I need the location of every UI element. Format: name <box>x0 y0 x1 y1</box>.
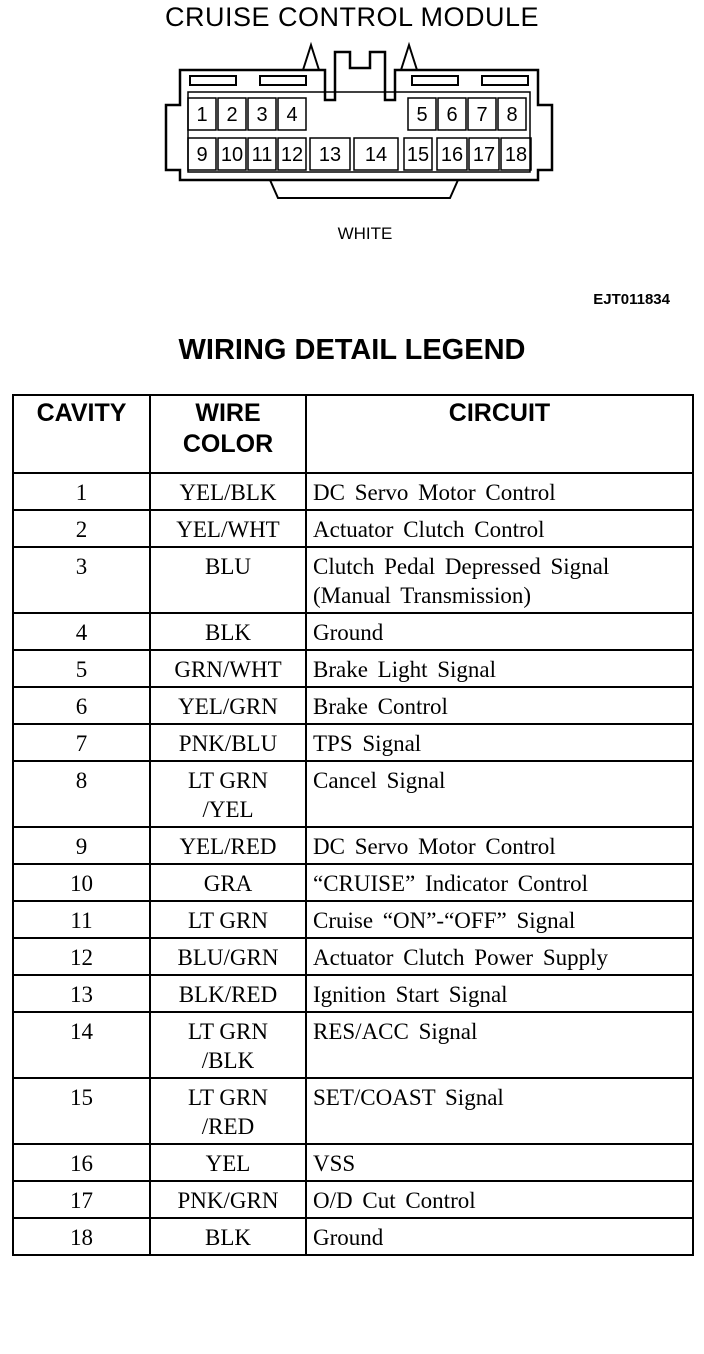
connector-cavities <box>188 98 531 170</box>
wire-color-cell <box>150 650 306 687</box>
cavity-cell: 14 <box>13 1012 150 1078</box>
wire-color-cell <box>150 1181 306 1218</box>
cavity-1-label: 1 <box>196 104 208 126</box>
wire-color-cell <box>150 724 306 761</box>
cavity-9-label: 9 <box>196 144 208 166</box>
cavity-4-label: 4 <box>286 104 298 126</box>
circuit-line: TPS Signal <box>313 731 422 756</box>
circuit-line: Actuator Clutch Control <box>313 517 545 542</box>
wire-color-line: /YEL <box>202 797 254 822</box>
wire-color-cell <box>150 827 306 864</box>
wire-color-cell <box>150 938 306 975</box>
header-wire-color <box>150 395 306 473</box>
legend-title: WIRING DETAIL LEGEND <box>178 334 526 366</box>
wire-color-line: YEL <box>205 1151 251 1176</box>
table-row <box>13 473 693 510</box>
circuit-cell <box>306 473 693 510</box>
cavity-11-label: 11 <box>251 144 273 166</box>
cavity-18-label: 18 <box>504 144 528 166</box>
wire-color-cell <box>150 901 306 938</box>
wire-color-cell <box>150 613 306 650</box>
circuit-cell <box>306 901 693 938</box>
circuit-cell <box>306 1218 693 1255</box>
wire-color-line: BLU/GRN <box>177 945 279 970</box>
table-row <box>13 827 693 864</box>
circuit-cell <box>306 510 693 547</box>
wire-color-cell <box>150 975 306 1012</box>
table-row <box>13 1181 693 1218</box>
wire-color-line: BLU <box>205 554 251 579</box>
circuit-line: Actuator Clutch Power Supply <box>313 945 608 970</box>
wire-color-line: BLK <box>205 1225 251 1250</box>
circuit-line: O/D Cut Control <box>313 1188 476 1213</box>
table-row <box>13 975 693 1012</box>
circuit-cell <box>306 1078 693 1144</box>
module-title: CRUISE CONTROL MODULE <box>164 2 540 32</box>
cavity-8-label: 8 <box>506 104 518 126</box>
cavity-12-label: 12 <box>280 144 304 166</box>
wire-color-cell <box>150 547 306 613</box>
cavity-cell: 15 <box>13 1078 150 1144</box>
circuit-line: Cruise “ON”-“OFF” Signal <box>313 908 576 933</box>
wire-color-cell <box>150 687 306 724</box>
circuit-line: SET/COAST Signal <box>313 1085 504 1110</box>
cavity-cell: 17 <box>13 1181 150 1218</box>
circuit-line: Ignition Start Signal <box>313 982 508 1007</box>
wire-color-line: /BLK <box>201 1048 255 1073</box>
wire-color-line: PNK/GRN <box>177 1188 279 1213</box>
table-row <box>13 687 693 724</box>
cavity-cell: 10 <box>13 864 150 901</box>
cavity-cell: 2 <box>13 510 150 547</box>
circuit-cell <box>306 650 693 687</box>
wire-color-line: YEL/BLK <box>179 480 277 505</box>
cavity-cell: 6 <box>13 687 150 724</box>
cavity-14-label: 14 <box>364 144 388 166</box>
circuit-line: Cancel Signal <box>313 768 446 793</box>
circuit-line: DC Servo Motor Control <box>313 834 556 859</box>
wire-color-line: GRA <box>203 871 253 896</box>
wire-color-line: YEL/WHT <box>176 517 280 542</box>
wire-color-line: YEL/RED <box>179 834 277 859</box>
wire-color-cell <box>150 1218 306 1255</box>
circuit-cell <box>306 724 693 761</box>
cavity-cell: 9 <box>13 827 150 864</box>
header-circuit: CIRCUIT <box>306 395 693 473</box>
table-row <box>13 1144 693 1181</box>
circuit-line: VSS <box>313 1151 356 1176</box>
cavity-cell: 11 <box>13 901 150 938</box>
wire-color-line: LT GRN <box>188 768 268 793</box>
circuit-cell <box>306 613 693 650</box>
table-row <box>13 938 693 975</box>
circuit-line: Brake Control <box>313 694 448 719</box>
cavity-cell: 4 <box>13 613 150 650</box>
cavity-10-label: 10 <box>220 144 244 166</box>
wire-color-line: YEL/GRN <box>178 694 278 719</box>
circuit-line: RES/ACC Signal <box>313 1019 478 1044</box>
cavity-5-label: 5 <box>416 104 428 126</box>
cavity-cell: 8 <box>13 761 150 827</box>
cavity-cell: 3 <box>13 547 150 613</box>
circuit-line: DC Servo Motor Control <box>313 480 556 505</box>
circuit-cell <box>306 1144 693 1181</box>
circuit-cell <box>306 864 693 901</box>
circuit-cell <box>306 938 693 975</box>
cavity-3-label: 3 <box>256 104 268 126</box>
cavity-cell: 18 <box>13 1218 150 1255</box>
circuit-cell <box>306 687 693 724</box>
cavity-16-label: 16 <box>440 144 464 166</box>
connector-diagram <box>160 40 560 210</box>
table-body <box>13 473 693 1255</box>
cavity-2-label: 2 <box>226 104 238 126</box>
circuit-line: Clutch Pedal Depressed Signal <box>313 554 610 579</box>
table-row <box>13 901 693 938</box>
header-cavity: CAVITY <box>13 395 150 473</box>
wire-color-line: LT GRN <box>188 1085 268 1110</box>
cavity-13-label: 13 <box>318 144 342 166</box>
wire-color-line: GRN/WHT <box>174 657 282 682</box>
table-row <box>13 1218 693 1255</box>
wire-color-cell <box>150 1078 306 1144</box>
wire-color-cell <box>150 761 306 827</box>
cavity-15-label: 15 <box>406 144 430 166</box>
table-row <box>13 724 693 761</box>
cavity-cell: 1 <box>13 473 150 510</box>
wire-color-line: BLK <box>205 620 251 645</box>
circuit-cell <box>306 827 693 864</box>
cavity-17-label: 17 <box>472 144 496 166</box>
table-row <box>13 761 693 827</box>
cavity-6-label: 6 <box>446 104 458 126</box>
table-row <box>13 510 693 547</box>
wire-color-cell <box>150 1012 306 1078</box>
wiring-legend-table <box>12 394 694 1256</box>
wire-color-cell <box>150 1144 306 1181</box>
table-row <box>13 650 693 687</box>
wire-color-line: LT GRN <box>188 908 268 933</box>
wire-color-cell <box>150 473 306 510</box>
circuit-cell <box>306 1012 693 1078</box>
circuit-line: Ground <box>313 1225 384 1250</box>
header-wire-color-line2: COLOR <box>182 430 274 458</box>
circuit-cell <box>306 547 693 613</box>
wire-color-line: PNK/BLU <box>178 731 278 756</box>
wire-color-cell <box>150 864 306 901</box>
wire-color-line: /RED <box>201 1114 255 1139</box>
cavity-cell: 13 <box>13 975 150 1012</box>
table-row <box>13 864 693 901</box>
circuit-line: (Manual Transmission) <box>313 583 532 608</box>
cavity-7-label: 7 <box>476 104 488 126</box>
table-row <box>13 1078 693 1144</box>
cavity-cell: 12 <box>13 938 150 975</box>
wire-color-line: LT GRN <box>188 1019 268 1044</box>
header-wire-color-line1: WIRE <box>195 399 261 427</box>
circuit-cell <box>306 1181 693 1218</box>
wire-color-line: BLK/RED <box>178 982 278 1007</box>
wire-color-cell <box>150 510 306 547</box>
circuit-line: Brake Light Signal <box>313 657 497 682</box>
connector-color-label: WHITE <box>337 224 393 243</box>
circuit-cell <box>306 975 693 1012</box>
table-row <box>13 1012 693 1078</box>
circuit-line: Ground <box>313 620 384 645</box>
table-row <box>13 547 693 613</box>
cavity-cell: 7 <box>13 724 150 761</box>
cavity-cell: 5 <box>13 650 150 687</box>
table-header-row <box>13 395 693 473</box>
table-row <box>13 613 693 650</box>
figure-id: EJT011834 <box>593 291 670 308</box>
cavity-cell: 16 <box>13 1144 150 1181</box>
circuit-cell <box>306 761 693 827</box>
circuit-line: “CRUISE” Indicator Control <box>313 871 589 896</box>
